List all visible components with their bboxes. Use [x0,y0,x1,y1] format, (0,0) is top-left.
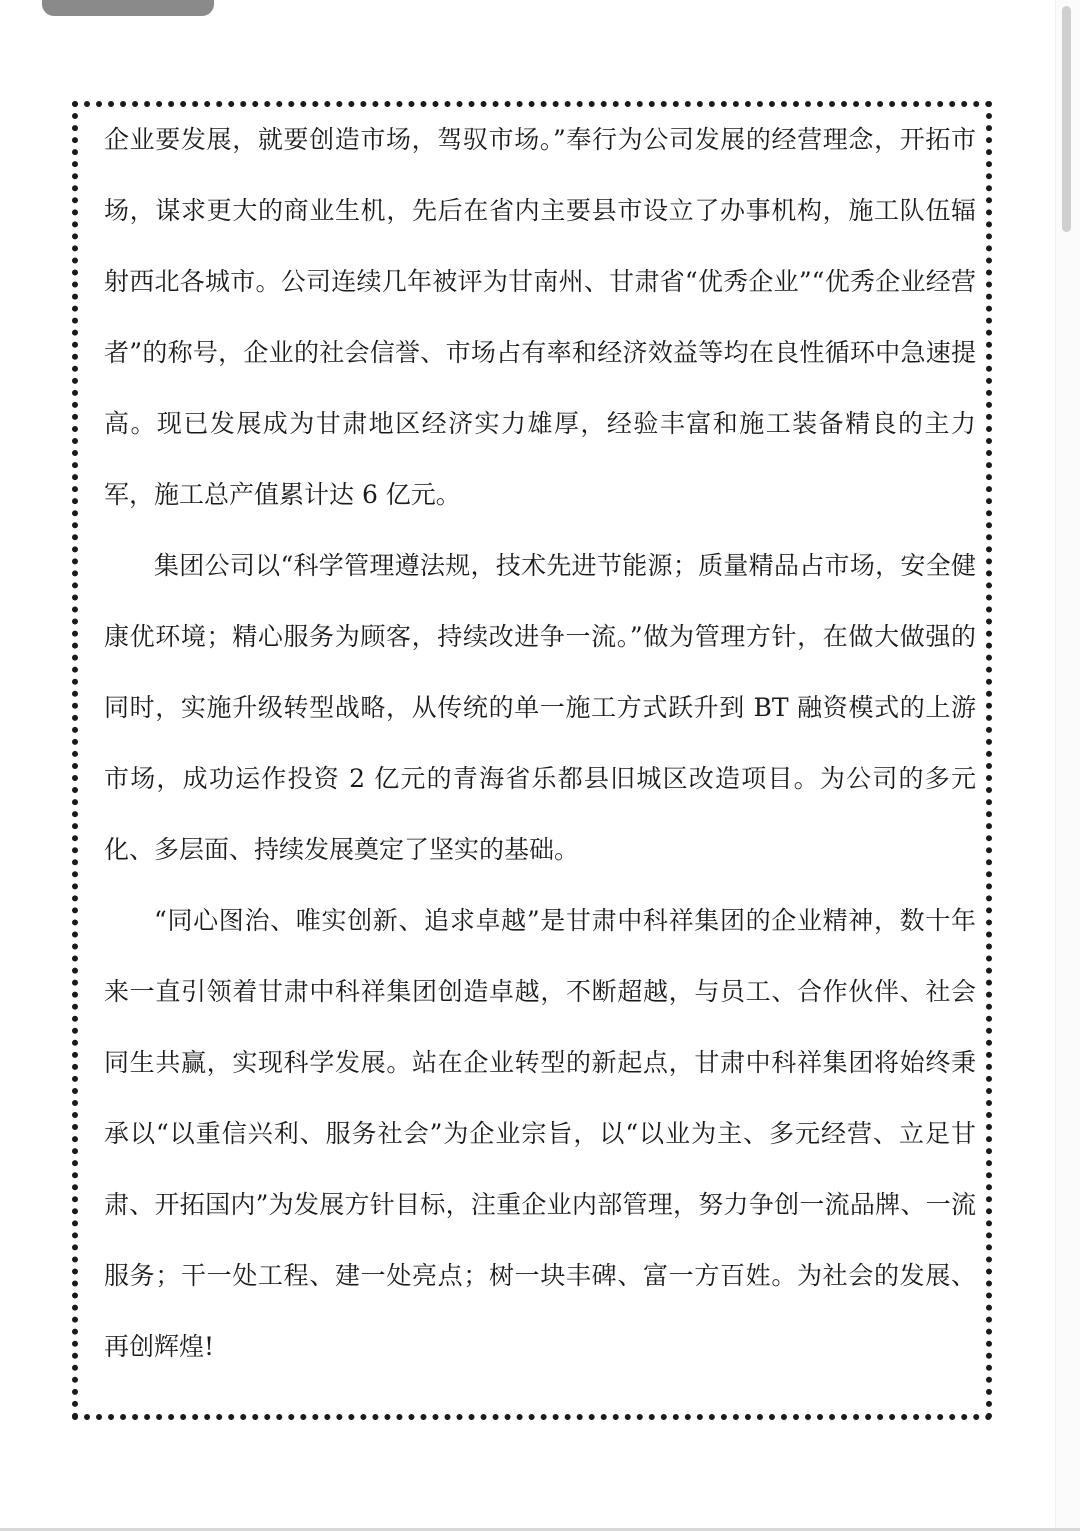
paragraph-1: 企业要发展，就要创造市场，驾驭市场。”奉行为公司发展的经营理念，开拓市场，谋求更大的商业生机，先后在省内主要县市设立了办事机构，施工队伍辐射西北各城市。公司连续几年被评为甘南州、甘肃省“优秀企业”“优秀企业经营者”的称号，企业的社会信誉、市场占有率和经济效益等均在良性循环中急速提高。现已发展成为甘肃地区经济实力雄厚，经验丰富和施工装备精良的主力军，施工总产值累计达 6 亿元。 [104,125,976,509]
scrollbar-thumb[interactable] [1062,6,1071,232]
scrollbar-track[interactable] [1055,0,1080,1531]
document-body [104,104,976,1382]
top-tab[interactable] [42,0,214,16]
paragraph-2: 集团公司以“科学管理遵法规，技术先进节能源；质量精品占市场，安全健康优环境；精心服务为顾客，持续改进争一流。”做为管理方针，在做大做强的同时，实施升级转型战略，从传统的单一施工方式跃升到 BT 融资模式的上游市场，成功运作投资 2 亿元的青海省乐都县旧城区改造项目。为公司的多元化、多层面、持续发展奠定了坚实的基础。 [104,551,976,864]
paragraph-3: “同心图治、唯实创新、追求卓越”是甘肃中科祥集团的企业精神，数十年来一直引领着甘肃中科祥集团创造卓越，不断超越，与员工、合作伙伴、社会同生共赢，实现科学发展。站在企业转型的新起点，甘肃中科祥集团将始终秉承以“以重信兴利、服务社会”为企业宗旨，以“以业为主、多元经营、立足甘肃、开拓国内”为发展方针目标，注重企业内部管理，努力争创一流品牌、一流服务；干一处工程、建一处亮点；树一块丰碑、富一方百姓。为社会的发展、再创辉煌! [104,906,976,1361]
